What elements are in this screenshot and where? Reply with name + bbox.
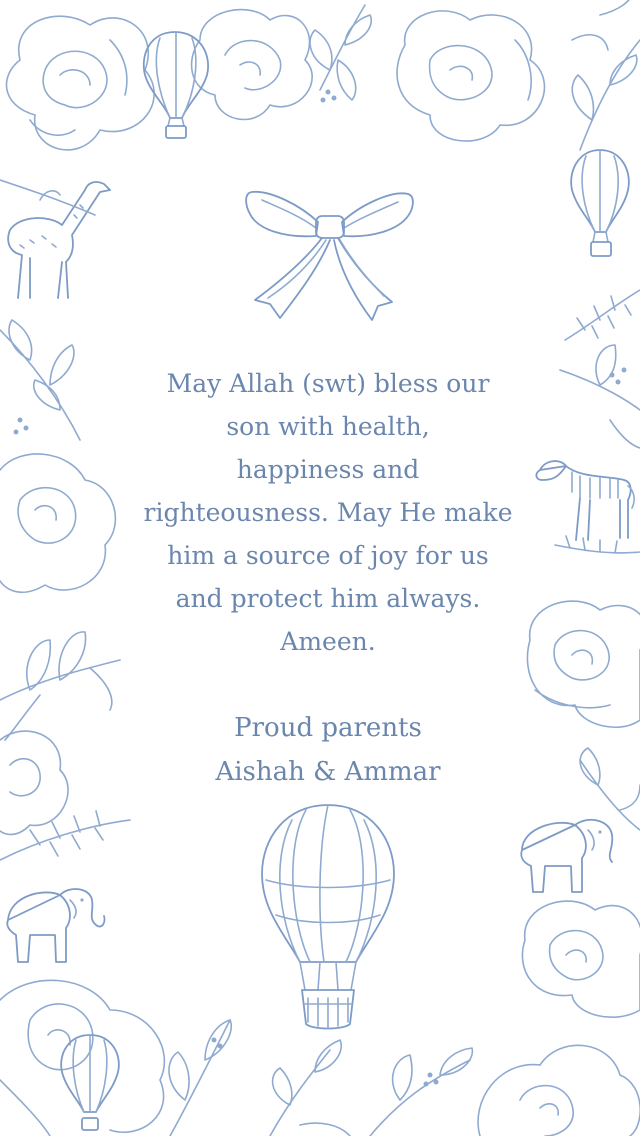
message-line: happiness and [236,455,420,484]
peony-flower-icon [0,731,68,834]
message-line: May Allah (swt) bless our [166,369,490,398]
leafy-branch-icon [580,748,640,830]
peony-flower-icon [0,454,115,592]
message-line: Ameen. [280,627,376,656]
leafy-branch-icon [0,320,80,440]
bow-icon [246,192,413,320]
message-line: him a source of joy for us [167,541,489,570]
peony-flower-icon [0,980,164,1136]
hot-air-balloon-icon [262,805,394,1029]
signature [120,706,536,794]
leafy-branch-icon [572,0,640,150]
peony-flower-icon [522,901,640,1017]
leafy-branch-icon [0,811,130,860]
hot-air-balloon-icon [571,150,629,256]
leafy-branch-icon [169,1020,231,1136]
zebra-icon [536,461,634,540]
giraffe-icon [0,180,110,298]
peony-flower-icon [397,11,544,141]
signature-names: Aishah & Ammar [215,757,441,787]
leafy-branch-icon [370,1048,472,1136]
blessing-message [120,362,536,663]
elephant-icon [521,820,612,892]
peony-flower-icon [6,16,154,150]
leafy-branch-icon [0,632,120,740]
message-line: and protect him always. [175,584,481,613]
peony-flower-icon [192,10,313,120]
peony-flower-icon [478,1045,640,1136]
hot-air-balloon-icon [61,1035,119,1130]
leafy-branch-icon [560,290,640,448]
message-line: son with health, [226,412,430,441]
leafy-branch-icon [555,536,640,553]
message-line: righteousness. May He make [143,498,513,527]
elephant-icon [7,889,104,962]
leafy-branch-icon [310,5,371,103]
peony-flower-icon [527,601,640,727]
signature-title: Proud parents [234,713,422,743]
leafy-branch-icon [270,1040,350,1136]
